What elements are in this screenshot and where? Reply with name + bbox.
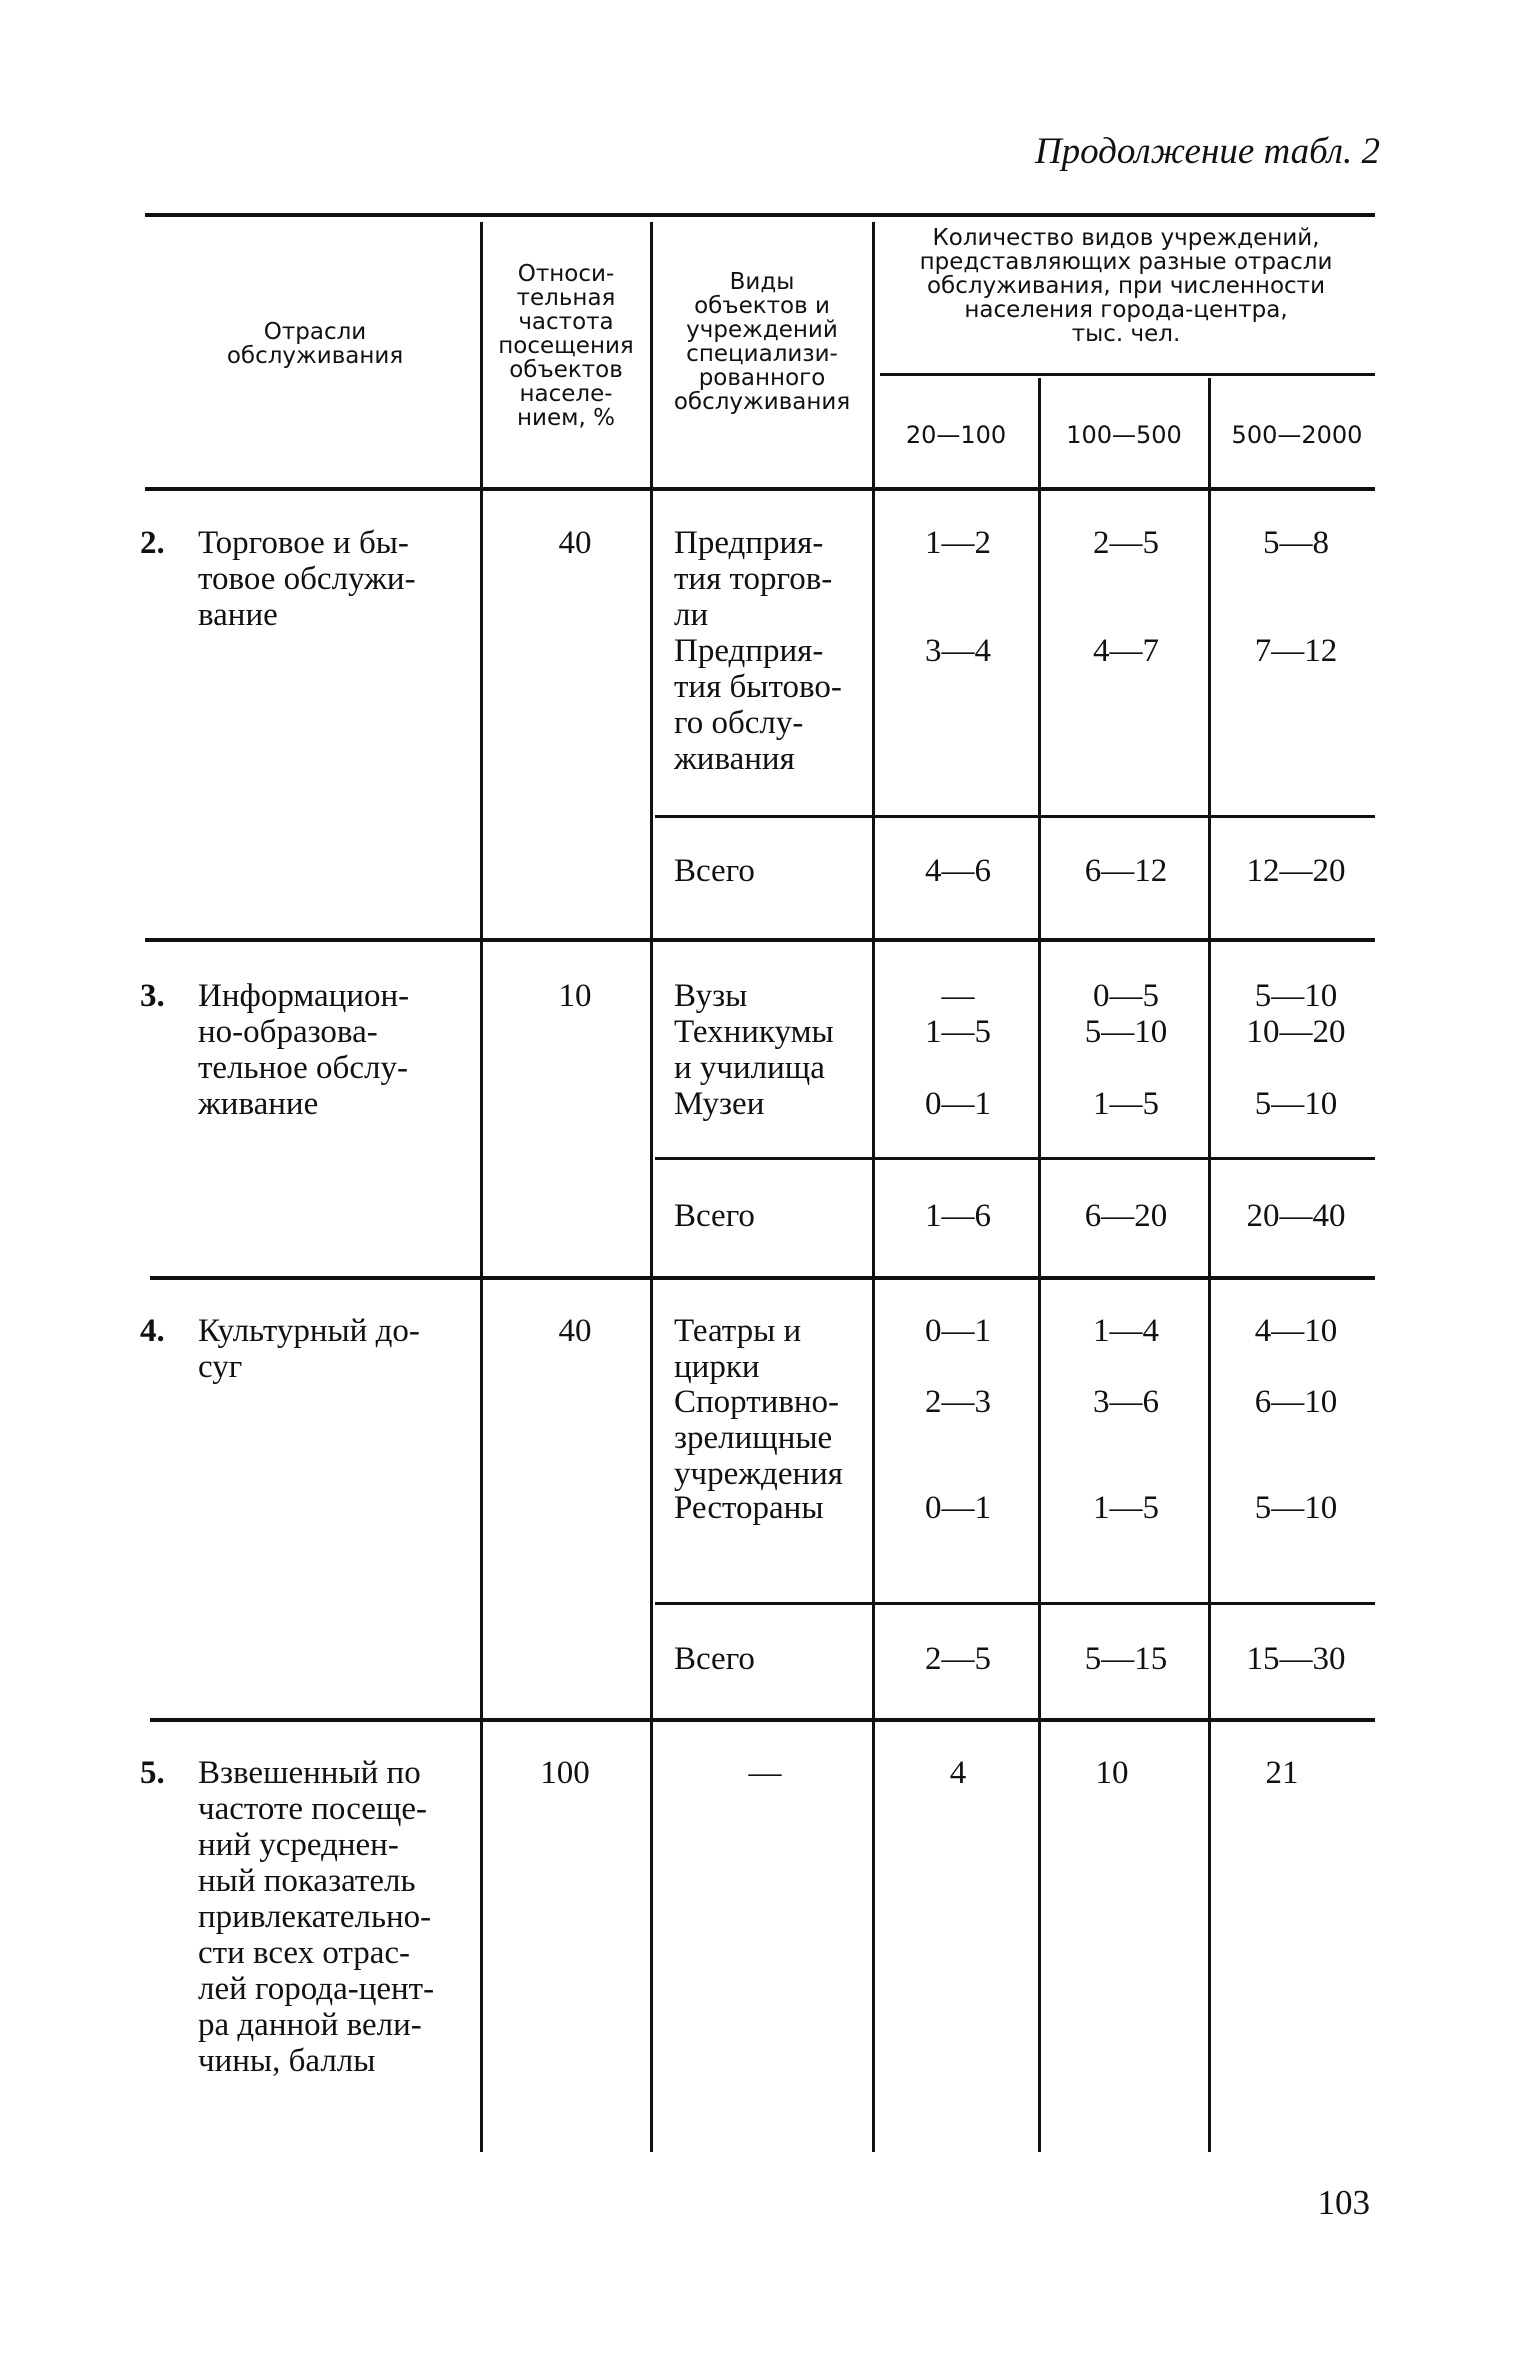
table-continuation-caption: Продолжение табл. 2 [1034, 131, 1380, 172]
section3-top-rule [145, 938, 1375, 942]
table-top-rule [145, 213, 1375, 217]
value-100-500: 2—5 [1093, 525, 1159, 561]
object-type: Рестораны [674, 1490, 824, 1526]
total-label: Всего [674, 853, 755, 889]
object-type: Музеи [674, 1086, 765, 1122]
value-20-100: 0—1 [925, 1490, 991, 1526]
col-divider-2 [650, 222, 653, 2152]
header-institution-count: Количество видов учреждений, представляющих разные отрасли обслуживания, при численности населения города-центра, тыс. чел. [919, 225, 1333, 347]
value-100-500: 1—5 [1093, 1086, 1159, 1122]
section-number: 2. [140, 525, 165, 561]
total-label: Всего [674, 1198, 755, 1234]
section-title: Торговое и бы- товое обслужи- вание [198, 525, 416, 633]
section-frequency: 40 [558, 525, 592, 561]
header-pop-100-500: 100—500 [1066, 421, 1182, 449]
value-500-2000: 5—10 [1254, 978, 1338, 1014]
value-100-500: 3—6 [1093, 1384, 1159, 1420]
value-100-500: 1—4 [1093, 1313, 1159, 1349]
value-100-500: 1—5 [1093, 1490, 1159, 1526]
subheader-rule [880, 373, 1375, 376]
section5-top-rule [150, 1718, 1375, 1722]
total-20-100: 4—6 [925, 853, 991, 889]
header-pop-500-2000: 500—2000 [1231, 421, 1363, 449]
section-frequency: 40 [558, 1313, 592, 1349]
object-type: Вузы [674, 978, 748, 1014]
value-500-2000: 5—8 [1263, 525, 1329, 561]
section2-total-rule [655, 815, 1375, 818]
object-type: Предприя- тия торгов- ли [674, 525, 833, 633]
value-100-500: 0—5 [1093, 978, 1159, 1014]
total-20-100: 2—5 [925, 1641, 991, 1677]
value-500-2000: 6—10 [1254, 1384, 1338, 1420]
total-20-100: 1—6 [925, 1198, 991, 1234]
col-divider-3 [872, 222, 875, 2152]
value-100-500: 10 [1095, 1755, 1129, 1791]
value-500-2000: 5—10 [1254, 1086, 1338, 1122]
section-number: 3. [140, 978, 165, 1014]
value-20-100: 0—1 [925, 1313, 991, 1349]
total-500-2000: 20—40 [1246, 1198, 1346, 1234]
col-divider-4 [1038, 378, 1041, 2152]
total-100-500: 5—15 [1084, 1641, 1168, 1677]
value-20-100: 2—3 [925, 1384, 991, 1420]
header-object-types: Виды объектов и учреждений специализи- рованного обслуживания [673, 269, 851, 415]
page-number: 103 [1317, 2183, 1370, 2222]
section4-total-rule [655, 1602, 1375, 1605]
value-100-500: 4—7 [1093, 633, 1159, 669]
col-divider-5 [1208, 378, 1211, 2152]
object-type: Техникумы и училища [674, 1014, 834, 1086]
total-100-500: 6—12 [1084, 853, 1168, 889]
object-type: — [748, 1755, 782, 1791]
section-title: Взвешенный по частоте посеще- ний усреднен- ный показатель привлекательно- сти всех отрас- лей города-цент- ра данной вели- чины, баллы [198, 1755, 435, 2079]
value-500-2000: 7—12 [1254, 633, 1338, 669]
value-20-100: — [941, 978, 975, 1014]
value-500-2000: 10—20 [1246, 1014, 1346, 1050]
section4-top-rule [150, 1276, 1375, 1280]
value-20-100: 1—5 [925, 1014, 991, 1050]
object-type: Спортивно- зрелищные учреждения [674, 1384, 843, 1492]
value-500-2000: 5—10 [1254, 1490, 1338, 1526]
total-label: Всего [674, 1641, 755, 1677]
value-500-2000: 4—10 [1254, 1313, 1338, 1349]
section-frequency: 10 [558, 978, 592, 1014]
value-100-500: 5—10 [1084, 1014, 1168, 1050]
total-100-500: 6—20 [1084, 1198, 1168, 1234]
section-frequency: 100 [540, 1755, 590, 1791]
total-500-2000: 12—20 [1246, 853, 1346, 889]
col-divider-1 [480, 222, 483, 2152]
value-20-100: 3—4 [925, 633, 991, 669]
object-type: Театры и цирки [674, 1313, 802, 1385]
section-number: 4. [140, 1313, 165, 1349]
section3-total-rule [655, 1157, 1375, 1160]
section-number: 5. [140, 1755, 165, 1791]
header-bottom-rule [145, 487, 1375, 491]
header-pop-20-100: 20—100 [905, 421, 1007, 449]
total-500-2000: 15—30 [1246, 1641, 1346, 1677]
section-title: Информацион- но-образова- тельное обслу- живание [198, 978, 410, 1122]
header-branches: Отрасли обслуживания [226, 319, 404, 369]
object-type: Предприя- тия бытово- го обслу- живания [674, 633, 842, 777]
value-500-2000: 21 [1265, 1755, 1299, 1791]
section-title: Культурный до- суг [198, 1313, 420, 1385]
header-frequency: Относи- тельная частота посещения объектов населе- нием, % [498, 261, 634, 431]
value-20-100: 1—2 [925, 525, 991, 561]
value-20-100: 0—1 [925, 1086, 991, 1122]
value-20-100: 4 [949, 1755, 967, 1791]
